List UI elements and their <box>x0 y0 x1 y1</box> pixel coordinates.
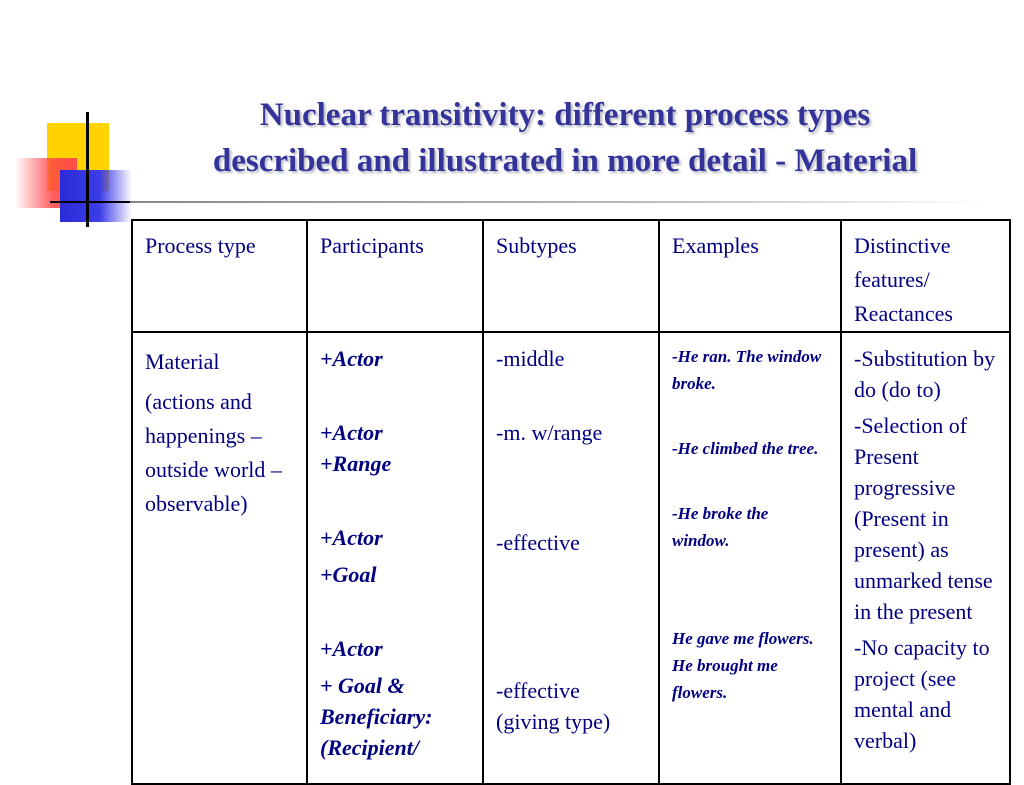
process-type-name: Material <box>145 349 220 374</box>
participant-goal: +Goal <box>320 562 377 587</box>
title-underline <box>130 201 990 203</box>
slide-title-line-2: described and illustrated in more detail - Material <box>212 143 918 179</box>
header-examples: Examples <box>659 220 841 332</box>
cell-participants <box>307 332 483 784</box>
example-middle: -He ran. The window broke. <box>672 347 822 393</box>
cell-features <box>841 332 1010 784</box>
participant-actor-1: +Actor <box>320 346 383 371</box>
process-table <box>131 219 1011 785</box>
decor-horizontal-line <box>50 201 134 203</box>
slide-title-line-1: Nuclear transitivity: different process types <box>259 97 871 133</box>
cell-subtypes <box>483 332 659 784</box>
table-row <box>132 332 1010 784</box>
participant-actor-3: +Actor <box>320 525 383 550</box>
participant-actor-2: +Actor <box>320 420 383 445</box>
participant-goal-beneficiary: + Goal & Beneficiary: (Recipient/ <box>320 673 433 760</box>
process-type-description: (actions and happenings – outside world – observable) <box>145 389 282 516</box>
header-subtypes: Subtypes <box>483 220 659 332</box>
participant-actor-4: +Actor <box>320 636 383 661</box>
table-header-row <box>132 220 1010 332</box>
subtype-middle: -middle <box>496 346 565 371</box>
header-distinctive-features: Distinctive features/ Reactances <box>841 220 1010 332</box>
subtype-effective: -effective <box>496 530 580 555</box>
decor-vertical-line <box>86 112 89 227</box>
example-range: -He climbed the tree. <box>672 439 819 458</box>
participant-range: +Range <box>320 451 392 476</box>
example-giving: He gave me flowers. He brought me flowers. <box>672 629 814 702</box>
cell-examples <box>659 332 841 784</box>
subtype-middle-range: -m. w/range <box>496 420 603 445</box>
decor-blue-square <box>60 170 132 222</box>
cell-process-type <box>132 332 307 784</box>
slide-title <box>140 92 990 184</box>
subtype-effective-giving: -effective (giving type) <box>496 678 611 734</box>
feature-substitution: -Substitution by do (do to) <box>854 346 996 402</box>
header-process-type: Process type <box>132 220 307 332</box>
feature-present-progressive: -Selection of Present progressive (Present in present) as unmarked tense in the present <box>854 413 993 624</box>
example-effective: -He broke the window. <box>672 504 769 550</box>
feature-no-projection: -No capacity to project (see mental and verbal) <box>854 635 990 753</box>
header-participants: Participants <box>307 220 483 332</box>
